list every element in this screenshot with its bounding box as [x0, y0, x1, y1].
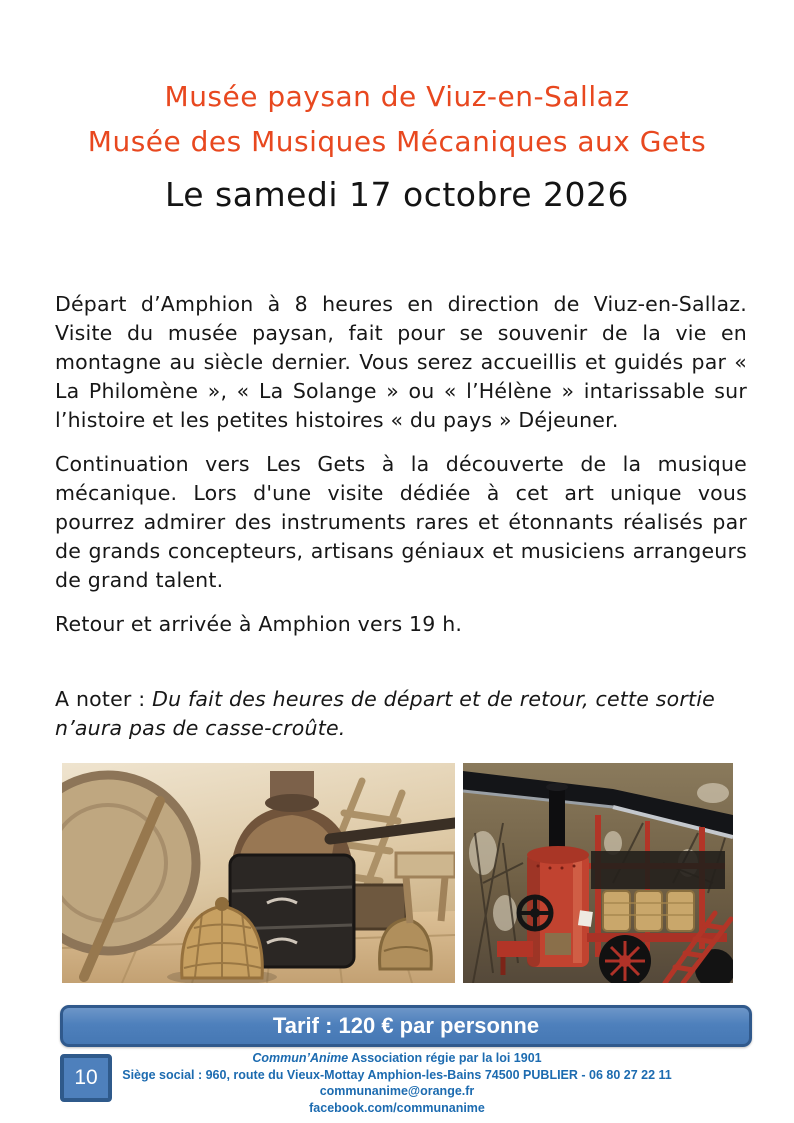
date-line: Le samedi 17 octobre 2026 — [164, 175, 630, 214]
tarif-banner — [60, 1005, 752, 1047]
org-name: Commun’Anime — [252, 1051, 349, 1065]
paragraph-depart: Départ d’Amphion à 8 heures en direction de Viuz-en-Sallaz. Visite du musée paysan, fait pour se souvenir de la vie en montagne au siècle dernier. Vous serez accueillis et guidés par « La Philomène », « La Solange » ou « l’Hélène » intarissable sur l’histoire et les petites histoires « du pays » Déjeuner. — [55, 292, 747, 432]
title-line-1: Musée paysan de Viuz-en-Sallaz — [164, 80, 630, 113]
footer-line-email: communanime@orange.fr — [319, 1084, 475, 1098]
note-prefix: A noter : — [55, 687, 153, 711]
tarif-label: Tarif : 120 € par personne — [272, 1013, 540, 1038]
footer-line-facebook: facebook.com/communanime — [309, 1100, 485, 1115]
steam-organ-photo — [463, 763, 733, 983]
photo-row — [62, 763, 733, 983]
association-text: Association régie par la loi 1901 — [348, 1051, 542, 1065]
paragraph-continuation: Continuation vers Les Gets à la découverte de la musique mécanique. Lors d'une visite dédiée à cet art unique vous pourrez admirer des instruments rares et étonnants réalisés par de grands concepteurs, artisans géniaux et musiciens arrangeurs de grand talent. — [55, 452, 747, 592]
footer — [0, 1050, 794, 1116]
paragraph-retour: Retour et arrivée à Amphion vers 19 h. — [55, 612, 463, 636]
footer-line-association — [0, 1050, 794, 1067]
note-paragraph — [55, 685, 747, 743]
page-number-badge: 10 — [60, 1054, 112, 1102]
title-line-2: Musée des Musiques Mécaniques aux Gets — [87, 125, 707, 158]
footer-line-address: Siège social : 960, route du Vieux-Mottay Amphion-les-Bains 74500 PUBLIER - 06 80 27 22 11 — [122, 1067, 672, 1082]
title-block — [0, 0, 794, 220]
body-content — [55, 290, 747, 743]
farm-museum-photo — [62, 763, 455, 983]
note-body: Du fait des heures de départ et de retour, cette sortie n’aura pas de casse-croûte. — [55, 687, 715, 740]
